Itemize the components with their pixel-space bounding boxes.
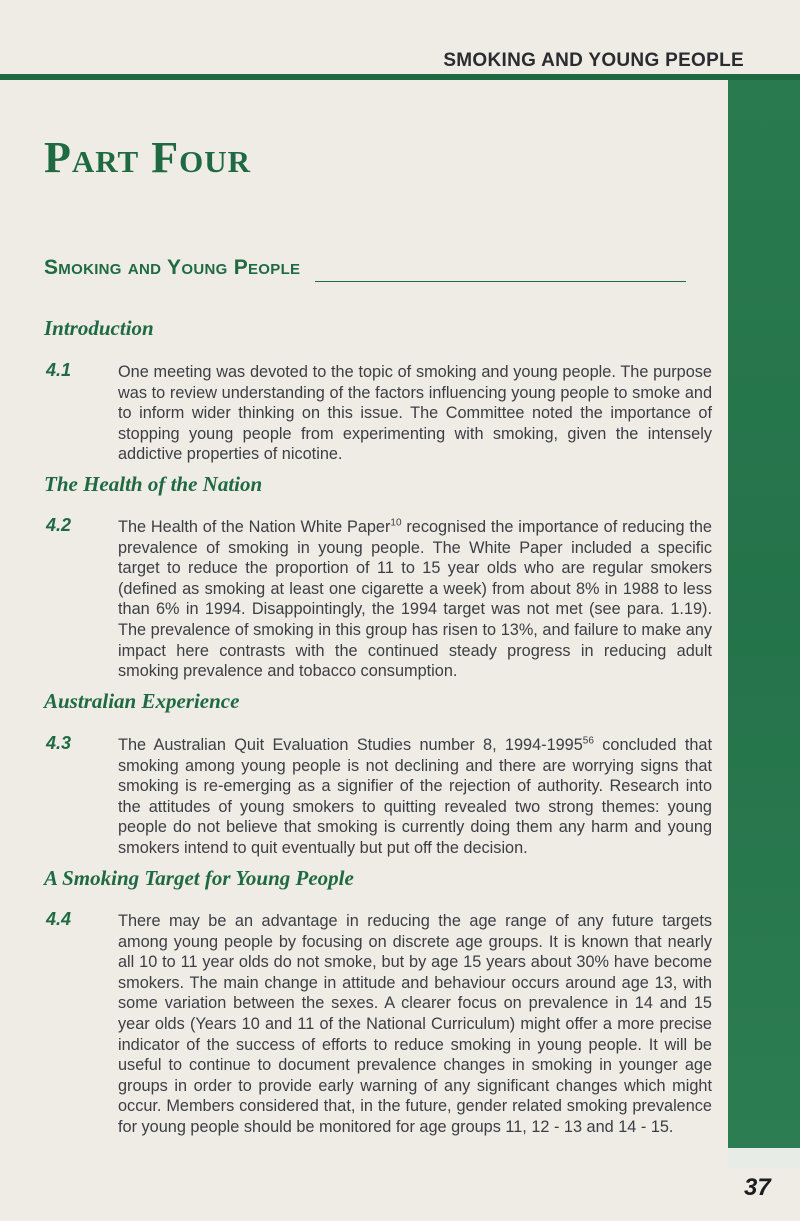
footnote-ref-56: 56 bbox=[582, 735, 594, 747]
para-number-4-1: 4.1 bbox=[46, 360, 72, 380]
page-number: 37 bbox=[744, 1174, 771, 1201]
heading-health-of-the-nation: The Health of the Nation bbox=[44, 472, 263, 496]
para-text-4-1: One meeting was devoted to the topic of smoking and young people. The purpose was to review understanding of the factors influencing young people to smoke and to inform wider thinking on this issue. The Committee noted the importance of stopping young people from experimenting with smoking, given the intensely addictive properties of nicotine. bbox=[118, 363, 712, 464]
para-text-4-2 bbox=[118, 517, 712, 682]
section-title-rule bbox=[315, 281, 686, 282]
para-text-4-4: There may be an advantage in reducing the age range of any future targets among young people by focusing on discrete age groups. It is known that nearly all 10 to 11 year olds do not smoke, but by age 15 years about 30% have become smokers. The main change in attitude and behaviour occurs around age 13, with some variation between the sexes. A clearer focus on prevalence in 14 and 15 year olds (Years 10 and 11 of the National Curriculum) might offer a more precise indicator of the success of efforts to reduce smoking in young people. It will be useful to continue to document prevalence changes in smoking in younger age groups in order to provide early warning of any significant changes which might occur. Members considered that, in the future, gender related smoking prevalence for young people should be monitored for age groups 11, 12 - 13 and 14 - 15. bbox=[118, 912, 712, 1136]
para-text-4-3-start: The Australian Quit Evaluation Studies number 8, 1994-1995 bbox=[118, 736, 583, 754]
part-title: Part Four bbox=[44, 133, 252, 182]
para-text-4-2-rest: recognised the importance of reducing the prevalence of smoking in young people. The White Paper included a specific target to reduce the proportion of 11 to 15 year olds who are regular smokers (defined as smoking at least one cigarette a week) from about 8% in 1988 to less than 6% in 1994. Disappointingly, the 1994 target was not met (see para. 1.19). The prevalence of smoking in this group has risen to 13%, and failure to make any impact here contrasts with the continued steady progress in reducing adult smoking prevalence and tobacco consumption. bbox=[118, 518, 712, 681]
para-number-4-4: 4.4 bbox=[46, 909, 72, 929]
heading-australian-experience: Australian Experience bbox=[44, 689, 240, 713]
para-text-4-3 bbox=[118, 735, 712, 859]
green-side-band-tail bbox=[728, 1148, 800, 1168]
para-text-4-3-rest: concluded that smoking among young people is not declining and there are worrying signs that smoking is re-emerging as a signifier of the rejection of authority. Research into the attitudes of young smokers to quitting revealed two strong themes: young people do not believe that smoking is currently doing them any harm and young smokers intend to quit eventually but put off the decision. bbox=[118, 736, 712, 857]
heading-introduction: Introduction bbox=[44, 316, 154, 340]
footnote-ref-10: 10 bbox=[390, 517, 402, 529]
section-title: Smoking and Young People bbox=[44, 256, 301, 279]
para-number-4-3: 4.3 bbox=[46, 733, 72, 753]
green-side-band bbox=[728, 80, 800, 1148]
heading-smoking-target: A Smoking Target for Young People bbox=[44, 866, 354, 890]
para-text-4-2-start: The Health of the Nation White Paper bbox=[118, 518, 391, 536]
running-header: SMOKING AND YOUNG PEOPLE bbox=[443, 50, 744, 71]
header-rule bbox=[0, 74, 800, 80]
para-number-4-2: 4.2 bbox=[46, 515, 72, 535]
